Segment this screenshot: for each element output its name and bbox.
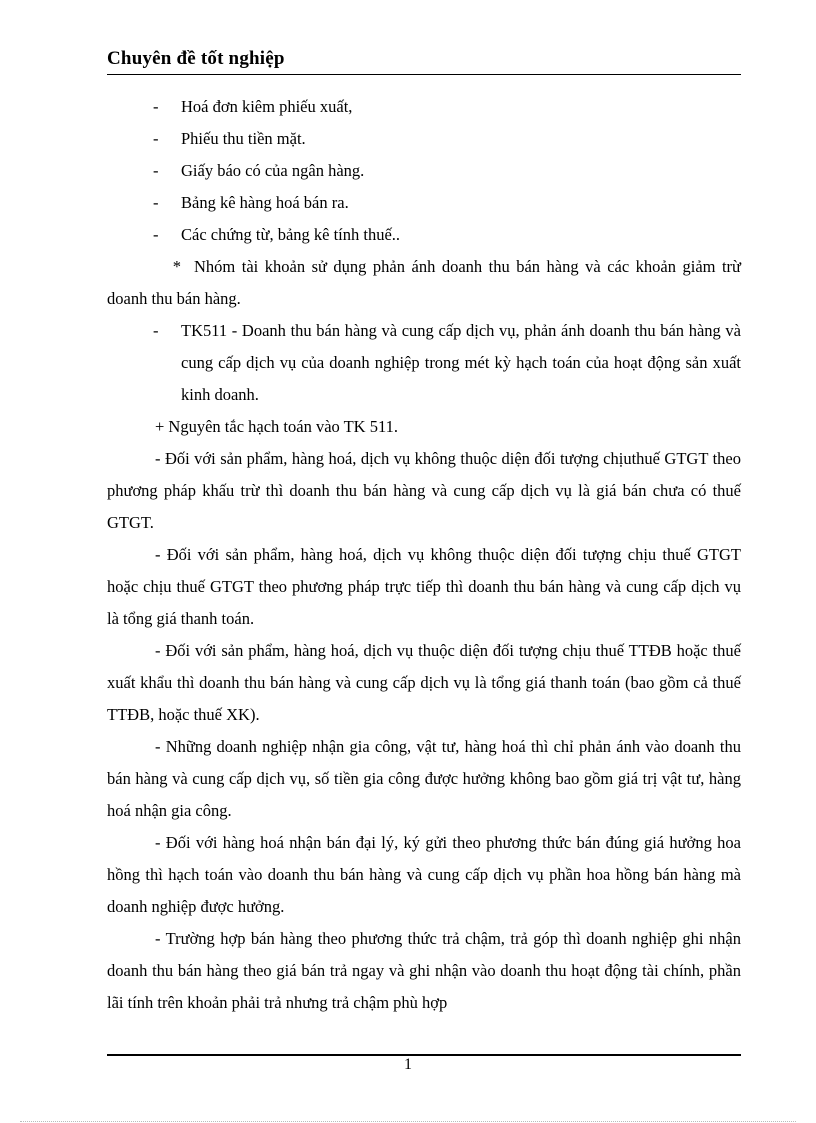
list-item-text: Giấy báo có của ngân hàng. bbox=[181, 161, 365, 180]
list-item bbox=[107, 187, 741, 219]
section-heading bbox=[107, 251, 741, 315]
bullet-dash: - bbox=[153, 193, 159, 212]
principle-heading: + Nguyên tắc hạch toán vào TK 511. bbox=[155, 417, 398, 436]
document-body bbox=[107, 91, 741, 1019]
list-item-text: Hoá đơn kiêm phiếu xuất, bbox=[181, 97, 353, 116]
section-heading-text: Nhóm tài khoản sử dụng phản ánh doanh thu bán hàng và các khoản giảm trừ doanh thu bán hàng. bbox=[107, 257, 741, 308]
bullet-dash: - bbox=[153, 129, 159, 148]
list-item-text: Các chứng từ, bảng kê tính thuế.. bbox=[181, 225, 401, 244]
bullet-dash: - bbox=[153, 321, 159, 340]
paragraph: - Đối với sản phẩm, hàng hoá, dịch vụ không thuộc diện đối tượng chịu thuế GTGT hoặc chịu thuế GTGT theo phương pháp trực tiếp thì doanh thu bán hàng và cung cấp dịch vụ là tổng giá thanh toán. bbox=[107, 545, 741, 628]
paragraph: - Đối với sản phẩm, hàng hoá, dịch vụ thuộc diện đối tượng chịu thuế TTĐB hoặc thuế xuất khẩu thì doanh thu bán hàng và cung cấp dịch vụ là tổng giá thanh toán (bao gồm cả thuế TTĐB, hoặc thuế XK). bbox=[107, 641, 741, 724]
star-marker: * bbox=[172, 257, 181, 276]
paragraph: - Trường hợp bán hàng theo phương thức trả chậm, trả góp thì doanh nghiệp ghi nhận doanh thu bán hàng theo giá bán trả ngay và ghi nhận vào doanh thu hoạt động tài chính, phần lãi tính trên khoản phải trả nhưng trả chậm phù hợp bbox=[107, 929, 741, 1012]
paragraph: - Đối với sản phẩm, hàng hoá, dịch vụ không thuộc diện đối tượng chịuthuế GTGT theo phương pháp khấu trừ thì doanh thu bán hàng và cung cấp dịch vụ là giá bán chưa có thuế GTGT. bbox=[107, 449, 741, 532]
list-item bbox=[107, 155, 741, 187]
bullet-dash: - bbox=[153, 97, 159, 116]
bullet-dash: - bbox=[153, 225, 159, 244]
account-item-tk511 bbox=[107, 315, 741, 411]
account-item-text: TK511 - Doanh thu bán hàng và cung cấp dịch vụ, phản ánh doanh thu bán hàng và cung cấp dịch vụ của doanh nghiệp trong mét kỳ hạch toán của hoạt động sản xuất kinh doanh. bbox=[181, 321, 741, 404]
list-item bbox=[107, 91, 741, 123]
list-item-text: Phiếu thu tiền mặt. bbox=[181, 129, 306, 148]
page-header-title: Chuyên đề tốt nghiệp bbox=[107, 48, 285, 69]
page-number: 1 bbox=[404, 1056, 412, 1073]
paragraph: - Những doanh nghiệp nhận gia công, vật tư, hàng hoá thì chỉ phản ánh vào doanh thu bán hàng và cung cấp dịch vụ, số tiền gia công được hưởng không bao gồm giá trị vật tư, hàng hoá nhận gia công. bbox=[107, 737, 741, 820]
list-item bbox=[107, 123, 741, 155]
list-item-text: Bảng kê hàng hoá bán ra. bbox=[181, 193, 349, 212]
header-divider bbox=[107, 74, 741, 75]
paragraph: - Đối với hàng hoá nhận bán đại lý, ký gửi theo phương thức bán đúng giá hưởng hoa hồng thì hạch toán vào doanh thu bán hàng và cung cấp dịch vụ phần hoa hồng bán hàng mà doanh nghiệp được hưởng. bbox=[107, 833, 741, 916]
page-bottom-border bbox=[20, 1121, 796, 1122]
bullet-dash: - bbox=[153, 161, 159, 180]
list-item bbox=[107, 219, 741, 251]
